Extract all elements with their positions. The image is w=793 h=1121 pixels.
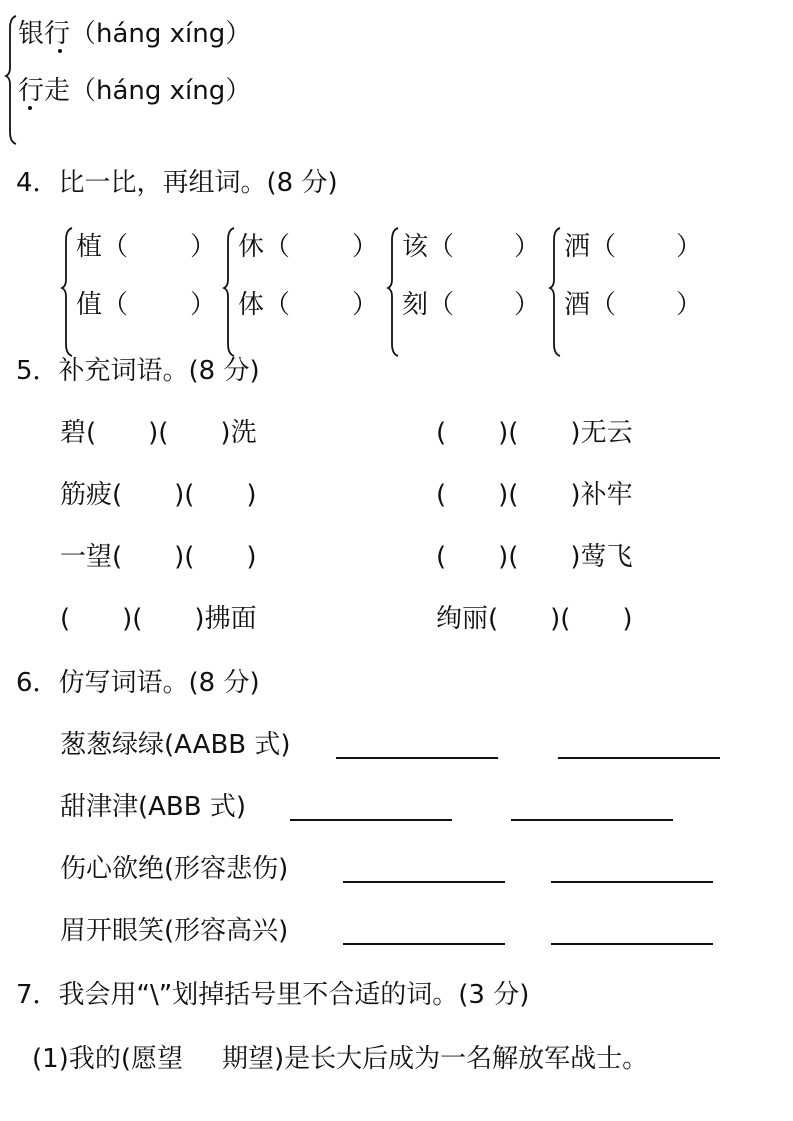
group3-bottom: 刻（ — [402, 290, 455, 320]
brace-group-4 — [548, 226, 562, 358]
idiom-fill-6: ( )( )莺飞 — [436, 542, 633, 572]
group2-top: 休（ — [238, 232, 291, 262]
group3-bottom-close: ） — [514, 290, 541, 320]
group2-top-close: ） — [352, 232, 379, 262]
group1-top-close: ） — [190, 232, 217, 262]
brace-section3 — [4, 14, 18, 146]
group2-bottom: 体（ — [238, 290, 291, 320]
brace-group-2 — [222, 226, 236, 358]
brace-group-1 — [60, 226, 74, 358]
answer-blank[interactable] — [511, 819, 673, 821]
polyphone-pinyin-1: （háng xíng） — [70, 19, 252, 49]
answer-blank[interactable] — [343, 943, 505, 945]
idiom-fill-3: 筋疲( )( ) — [60, 480, 257, 510]
answer-blank[interactable] — [290, 819, 452, 821]
idiom-fill-5: 一望( )( ) — [60, 542, 257, 572]
polyphone-word-2: 行走 — [18, 76, 71, 106]
section4-heading: 4．比一比，再组词。(8 分) — [16, 168, 338, 198]
group1-bottom: 值（ — [76, 290, 129, 320]
question-7-1-suffix: 期望)是长大后成为一名解放军战士。 — [222, 1044, 649, 1074]
answer-blank[interactable] — [551, 881, 713, 883]
group1-bottom-close: ） — [190, 290, 217, 320]
imitate-pattern-2: 甜津津(ABB 式) — [60, 792, 247, 822]
answer-blank[interactable] — [558, 757, 720, 759]
idiom-fill-4: ( )( )补牢 — [436, 480, 633, 510]
idiom-fill-2: ( )( )无云 — [436, 418, 633, 448]
section6-heading: 6．仿写词语。(8 分) — [16, 668, 260, 698]
polyphone-pinyin-2: （háng xíng） — [70, 76, 252, 106]
imitate-pattern-4: 眉开眼笑(形容高兴) — [60, 916, 289, 946]
section7-heading: 7．我会用“\”划掉括号里不合适的词。(3 分) — [16, 980, 530, 1010]
idiom-fill-7: ( )( )拂面 — [60, 604, 257, 634]
section5-heading: 5．补充词语。(8 分) — [16, 356, 260, 386]
group2-bottom-close: ） — [352, 290, 379, 320]
group4-bottom-close: ） — [676, 290, 703, 320]
group4-top: 洒（ — [564, 232, 617, 262]
answer-blank[interactable] — [336, 757, 498, 759]
emphasis-dot — [28, 106, 32, 110]
group1-top: 植（ — [76, 232, 129, 262]
answer-blank[interactable] — [343, 881, 505, 883]
group3-top: 该（ — [402, 232, 455, 262]
answer-blank[interactable] — [551, 943, 713, 945]
question-7-1-prefix: (1)我的(愿望 — [32, 1044, 183, 1074]
group3-top-close: ） — [514, 232, 541, 262]
brace-group-3 — [386, 226, 400, 358]
imitate-pattern-3: 伤心欲绝(形容悲伤) — [60, 854, 289, 884]
idiom-fill-8: 绚丽( )( ) — [436, 604, 633, 634]
imitate-pattern-1: 葱葱绿绿(AABB 式) — [60, 730, 291, 760]
emphasis-dot — [58, 49, 62, 53]
group4-top-close: ） — [676, 232, 703, 262]
polyphone-word-1: 银行 — [18, 19, 71, 49]
group4-bottom: 酒（ — [564, 290, 617, 320]
idiom-fill-1: 碧( )( )洗 — [60, 418, 257, 448]
